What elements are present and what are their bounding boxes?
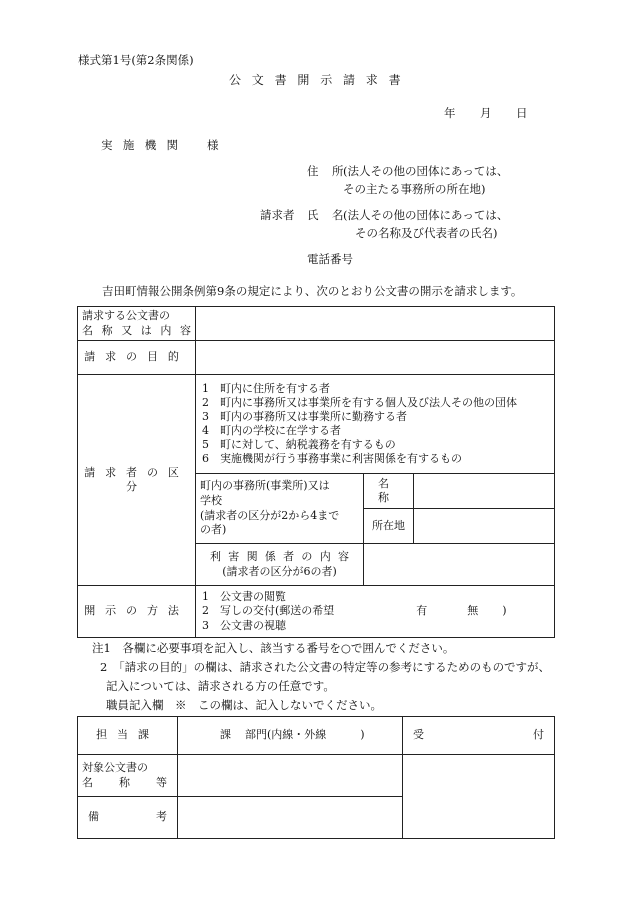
requester-prefix: 請求者 [260, 208, 295, 222]
dept-field: 課 部門(内線・外線 ) [178, 717, 403, 755]
method-3[interactable]: 3 公文書の視聴 [202, 618, 286, 632]
staff-note: 職員記入欄 ※ この欄は、記入しないでください。 [106, 698, 382, 712]
requester-name-label-2: 名 [332, 208, 344, 222]
target-label: 対象公文書の 名 称 等 [78, 755, 178, 797]
category-6[interactable]: 6 実施機関が行う事務事業に利害関係を有するもの [202, 452, 462, 466]
category-label: 請求者の区分 [78, 375, 196, 586]
target-row [78, 755, 555, 797]
staff-table [77, 716, 555, 839]
purpose-label: 請求の目的 [78, 341, 196, 375]
dept-label: 担当課 [78, 717, 178, 755]
category-list[interactable] [196, 375, 555, 474]
category-2[interactable]: 2 町内に事務所又は事業所を有する個人及び法人その他の団体 [202, 395, 517, 409]
interest-field[interactable] [364, 544, 555, 586]
interest-label: 利 害 関 係 者 の 内 容 (請求者の区分が6の者) [196, 544, 364, 586]
mail-no[interactable]: 無 [467, 604, 479, 618]
category-4[interactable]: 4 町内の学校に在学する者 [202, 424, 341, 437]
form-number: 様式第1号(第2条関係) [78, 53, 194, 67]
method-list[interactable] [196, 586, 555, 638]
remarks-label: 備 考 [78, 797, 178, 839]
dept-row [78, 717, 555, 755]
office-name-field[interactable] [414, 474, 555, 509]
category-row [78, 375, 555, 474]
recipient-honorific: 様 [207, 138, 219, 152]
date-year: 年 [444, 106, 456, 120]
note-1: 注1 各欄に必要事項を記入し、該当する番号を○で囲んでください。 [92, 641, 455, 655]
requester-note-2: その名称及び代表者の氏名) [355, 226, 498, 240]
purpose-row [78, 341, 555, 375]
address-label: 住 [307, 164, 319, 178]
method-row [78, 586, 555, 638]
method-2[interactable]: 2 写しの交付(郵送の希望 有 無 ) [202, 604, 507, 618]
request-table [77, 306, 555, 638]
requester-name-label: 氏 [307, 208, 319, 222]
office-location-label: 所在地 [364, 509, 414, 544]
office-location-field[interactable] [414, 509, 555, 544]
doc-name-label: 請求する公文書の 名 称 又 は 内 容 [78, 307, 196, 341]
method-label: 開示の方法 [78, 586, 196, 638]
intro-text: 吉田町情報公開条例第9条の規定により、次のとおり公文書の開示を請求します。 [102, 284, 523, 298]
form-title: 公文書開示請求書 [229, 73, 412, 87]
office-name-label: 名称 [364, 474, 414, 509]
category-3[interactable]: 3 町内の事務所又は事業所に勤務する者 [202, 409, 407, 423]
received-label: 受 付 [403, 717, 555, 755]
note-2b: 記入については、請求される方の任意です。 [106, 679, 335, 693]
date-month: 月 [480, 106, 492, 120]
phone-label: 電話番号 [307, 252, 353, 266]
mail-yes[interactable]: 有 [416, 604, 428, 618]
office-label: 町内の事務所(事業所)又は 学校 (請求者の区分が2から4まで の者) [196, 474, 364, 544]
date-day: 日 [516, 106, 528, 120]
doc-name-field[interactable] [196, 307, 555, 341]
method-1[interactable]: 1 公文書の閲覧 [202, 590, 286, 604]
purpose-field[interactable] [196, 341, 555, 375]
category-1[interactable]: 1 町内に住所を有する者 [202, 381, 330, 395]
recipient-org: 実施機関 [101, 138, 189, 152]
remarks-field [178, 797, 403, 839]
note-2: 2 「請求の目的」の欄は、請求された公文書の特定等の参考にするためのものですが、 [100, 660, 551, 674]
address-note-2: その主たる事務所の所在地) [343, 182, 486, 196]
requester-note-1: (法人その他の団体にあっては、 [343, 208, 509, 222]
address-note-1: (法人その他の団体にあっては、 [343, 164, 509, 178]
received-field [403, 755, 555, 839]
target-field [178, 755, 403, 797]
doc-name-row [78, 307, 555, 341]
category-5[interactable]: 5 町に対して、納税義務を有するもの [202, 438, 396, 452]
address-label-2: 所 [332, 164, 344, 178]
